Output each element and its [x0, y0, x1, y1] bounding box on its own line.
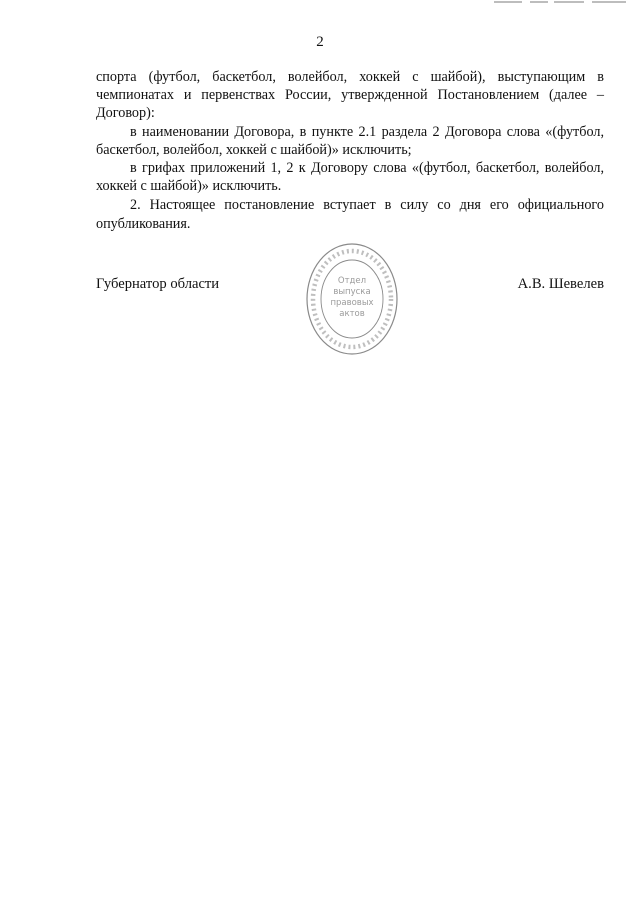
signatory-title: Губернатор области	[96, 276, 220, 292]
paragraph-effective-date: 2. Настоящее постановление вступает в силу со дня его официального опубликования.	[96, 197, 604, 232]
signatory-name: А.В. Шевелев	[517, 276, 604, 292]
paragraph-continuation: спорта (футбол, баскетбол, волейбол, хоккей с шайбой), выступающим в чемпионатах и первенствах России, утвержденной Постановлением (далее – Договор):	[96, 69, 604, 122]
page-number: 2	[316, 34, 324, 50]
seal-inner-text-line: выпуска	[333, 287, 371, 297]
official-seal-stamp	[304, 240, 400, 358]
document-body	[96, 68, 604, 233]
seal-inner-text-line: актов	[339, 309, 365, 319]
paragraph-appendix-clause: в грифах приложений 1, 2 к Договору слова «(футбол, баскетбол, волейбол, хоккей с шайбой)» исключить.	[96, 160, 604, 195]
paragraph-contract-name-clause: в наименовании Договора, в пункте 2.1 раздела 2 Договора слова «(футбол, баскетбол, волейбол, хоккей с шайбой)» исключить;	[96, 123, 604, 158]
seal-inner-text-line: правовых	[330, 298, 374, 308]
seal-inner-text-line: Отдел	[337, 276, 367, 286]
scan-artifact-marks	[494, 0, 634, 6]
